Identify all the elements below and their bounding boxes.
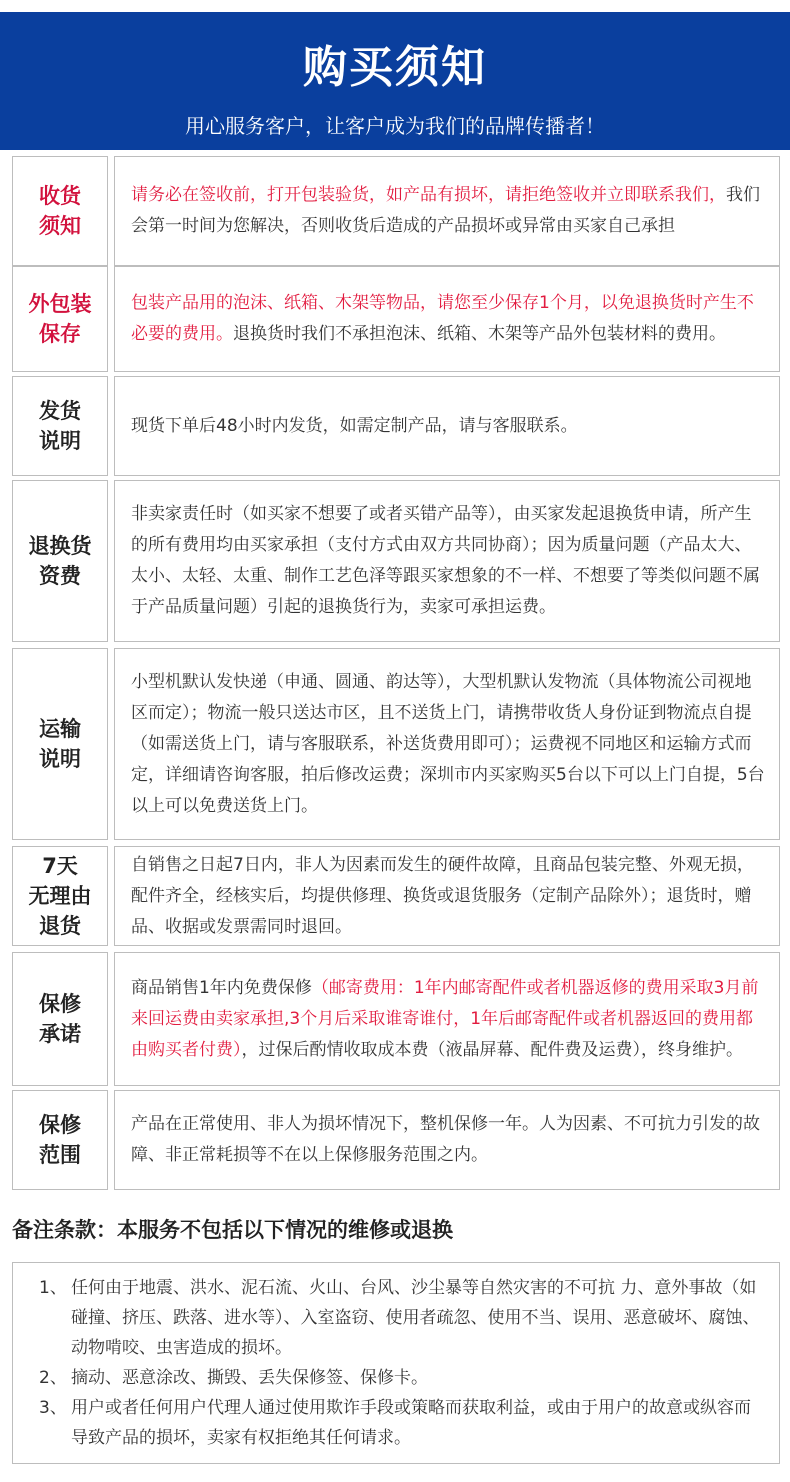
body-text: 我们会第一时间为您解决，否则收货后造成的产品损坏或异常由买家自己承担 [131,185,760,236]
row-content [114,952,780,1086]
row-label: 外包装 保存 [12,266,108,372]
highlight-text: （邮寄费用：1年内邮寄配件或者机器返修的费用采取3月前来回运费由卖家承担,3个月后采取谁寄谁付，1年后邮寄配件或者机器返回的费用都由购买者付费） [131,977,759,1060]
info-row-packaging [12,266,780,372]
notes-box [12,1262,780,1464]
info-row-transport [12,648,780,840]
body-text: 小型机默认发快递（申通、圆通、韵达等），大型机默认发物流（具体物流公司视地区而定）；物流一般只送达市区，且不送货上门，请携带收货人身份证到物流点自提（如需送货上门，请与客服联系，补送货费用即可）；运费视不同地区和运输方式而定，详细请咨询客服，拍后修改运费；深圳市内买家购买5台以下可以上门自提，5台以上可以免费送货上门。 [131,671,765,816]
row-content [114,376,780,476]
item-text: 摘动、恶意涂改、撕毁、丢失保修签、保修卡。 [71,1368,428,1388]
item-number: 2、 [39,1368,67,1388]
row-label: 收货 须知 [12,156,108,266]
page-subtitle: 用心服务客户，让客户成为我们的品牌传播者！ [185,114,605,138]
info-row-warranty-scope [12,1090,780,1190]
list-item [29,1273,765,1363]
row-content [114,1090,780,1190]
info-row-return-fees [12,480,780,642]
page-title: 购买须知 [303,42,487,93]
row-label: 退换货 资费 [12,480,108,642]
info-row-receiving [12,156,780,266]
body-text: 非卖家责任时（如买家不想要了或者买错产品等），由买家发起退换货申请，所产生的所有费用均由买家承担（支付方式由双方共同协商）；因为质量问题（产品太大、太小、太轻、太重、制作工艺色泽等跟买家想象的不一样、不想要了等类似问题不属于产品质量问题）引起的退换货行为，卖家可承担运费。 [131,504,760,617]
list-item [29,1393,765,1453]
notes-title: 备注条款：本服务不包括以下情况的维修或退换 [12,1218,453,1242]
list-item [29,1363,765,1393]
highlight-text: 请务必在签收前，打开包装验货，如产品有损坏，请拒绝签收并立即联系我们， [131,185,726,205]
row-content [114,480,780,642]
body-text: 商品销售1年内免费保修 [131,977,312,998]
row-label: 保修 范围 [12,1090,108,1190]
item-number: 3、 [39,1398,67,1418]
body-text: 现货下单后48小时内发货，如需定制产品，请与客服联系。 [131,415,578,436]
body-text: 退换货时我们不承担泡沫、纸箱、木架等产品外包装材料的费用。 [233,324,726,344]
row-content [114,266,780,372]
page-header [0,12,790,150]
body-text: 产品在正常使用、非人为损坏情况下，整机保修一年。人为因素、不可抗力引发的故障、非正常耗损等不在以上保修服务范围之内。 [131,1114,760,1165]
item-text: 任何由于地震、洪水、泥石流、火山、台风、沙尘暴等自然灾害的不可抗 力、意外事故（如碰撞、挤压、跌落、进水等）、入室盗窃、使用者疏忽、使用不当、误用、恶意破坏、腐蚀、动物啃咬、虫害造成的损坏。 [71,1278,760,1358]
info-row-shipping [12,376,780,476]
info-row-warranty-promise [12,952,780,1086]
row-label: 7天 无理由 退货 [12,846,108,946]
row-label: 运输 说明 [12,648,108,840]
highlight-text: 包装产品用的泡沫、纸箱、木架等物品，请您至少保存1个月，以免退换货时产生不必要的费用。 [131,293,754,344]
body-text: ，过保后酌情收取成本费（液晶屏幕、配件费及运费），终身维护。 [241,1039,743,1060]
item-number: 1、 [39,1278,67,1298]
item-text: 用户或者任何用户代理人通过使用欺诈手段或策略而获取利益，或由于用户的故意或纵容而导致产品的损坏，卖家有权拒绝其任何请求。 [71,1398,751,1448]
row-content [114,846,780,946]
body-text: 自销售之日起7日内，非人为因素而发生的硬件故障，且商品包装完整、外观无损，配件齐全，经核实后，均提供修理、换货或退货服务（定制产品除外）；退货时，赠品、收据或发票需同时退回。 [131,854,754,937]
row-content [114,648,780,840]
info-row-7day-return [12,846,780,946]
row-content [114,156,780,266]
row-label: 保修 承诺 [12,952,108,1086]
row-label: 发货 说明 [12,376,108,476]
